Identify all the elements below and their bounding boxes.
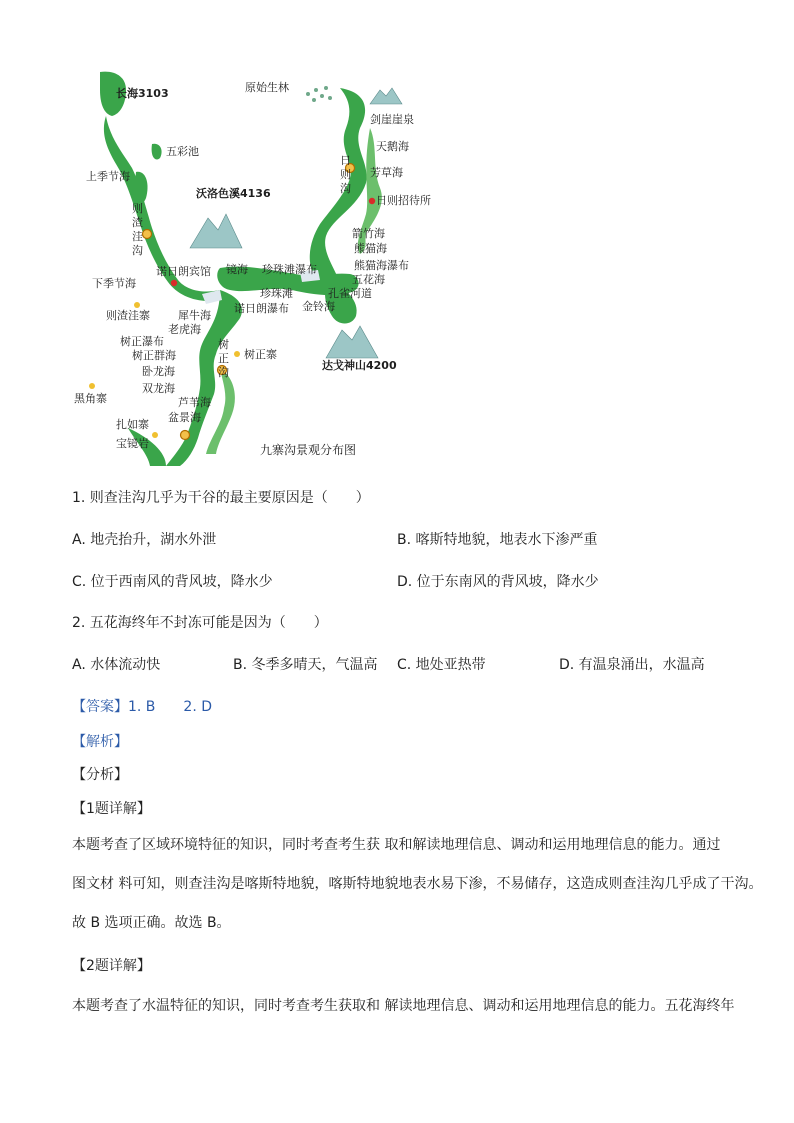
label-nuorilangbinguan: 诺日朗宾馆 xyxy=(156,265,211,278)
forest-dots xyxy=(306,86,332,102)
label-zhenzhutan: 珍珠滩 xyxy=(260,287,293,300)
fenxi-heading: 【分析】 xyxy=(72,767,128,783)
shangjijiehai-lake xyxy=(134,172,148,204)
label-zharuzhai: 扎如寨 xyxy=(116,418,149,431)
label-nuorilangpubu: 诺日朗瀑布 xyxy=(234,302,289,315)
q2-stem: 2. 五花海终年不封冻可能是因为（ ） xyxy=(72,615,328,631)
q2-option-d: D. 有温泉涌出，水温高 xyxy=(559,657,705,673)
label-tianehai: 天鹅海 xyxy=(376,140,409,153)
q2-option-c: C. 地处亚热带 xyxy=(397,657,486,673)
detail-1-line-3: 故 B 选项正确。故选 B。 xyxy=(72,915,231,931)
label-xiongmaohaipubu: 熊猫海瀑布 xyxy=(354,259,409,272)
q1-option-c: C. 位于西南风的背风坡，降水少 xyxy=(72,574,273,590)
label-wuhuahai: 五花海 xyxy=(352,273,385,286)
label-rizezhaodaisuo: 日则招待所 xyxy=(376,194,431,207)
label-xiongmaohai: 熊猫海 xyxy=(354,242,387,255)
q2-option-a: A. 水体流动快 xyxy=(72,657,161,673)
label-xiajijiehai: 下季节海 xyxy=(92,277,136,290)
label-jinghai: 镜海 xyxy=(226,263,248,276)
detail-2-line-1: 本题考查了水温特征的知识，同时考查考生获取和 解读地理信息、调动和运用地理信息的能力。五花海终年 xyxy=(72,998,735,1014)
map-caption: 九寨沟景观分布图 xyxy=(260,443,357,457)
label-shangjijiehai: 上季节海 xyxy=(86,170,130,183)
label-zezhawazhai: 则渣洼寨 xyxy=(106,309,150,322)
jianya-mountain xyxy=(370,88,402,104)
answer-tag: 【答案】 xyxy=(72,699,128,715)
label-jianzhuhai: 箭竹海 xyxy=(352,227,385,240)
label-wucaichi: 五彩池 xyxy=(166,145,199,158)
label-jianyaquan: 剑崖崖泉 xyxy=(370,113,414,126)
label-laohuhai: 老虎海 xyxy=(168,323,201,336)
label-wolonghai: 卧龙海 xyxy=(142,365,175,378)
label-changhai: 长海3103 xyxy=(116,87,169,100)
q2-option-b: B. 冬季多晴天，气温高 xyxy=(233,657,378,673)
label-jinlinghai: 金铃海 xyxy=(302,300,335,313)
q1-option-d: D. 位于东南风的背风坡，降水少 xyxy=(397,574,599,590)
detail-1-line-1: 本题考查了区域环境特征的知识，同时考查考生获 取和解读地理信息、调动和运用地理信息的能力。通过 xyxy=(72,837,721,853)
detail-2-heading: 【2题详解】 xyxy=(72,958,151,974)
q1-option-a: A. 地壳抬升，湖水外泄 xyxy=(72,532,217,548)
label-luweihai: 芦苇海 xyxy=(178,396,211,409)
label-baojingyan: 宝镜岩 xyxy=(116,437,149,450)
label-xiniuhai: 犀牛海 xyxy=(178,309,211,322)
label-penjinghai: 盆景海 xyxy=(168,411,201,424)
answer-line xyxy=(72,697,212,717)
label-shuzhengpubu: 树正瀑布 xyxy=(120,335,164,348)
label-shuanglonghai: 双龙海 xyxy=(142,382,175,395)
label-zezhawagou: 则渣洼沟 xyxy=(132,202,143,257)
detail-1-line-2: 图文材 料可知，则查洼沟是喀斯特地貌，喀斯特地貌地表水易下渗，不易储存，这造成则查洼沟几乎成了干沟。 xyxy=(72,876,763,892)
label-shuzhengqunhai: 树正群海 xyxy=(132,349,176,362)
label-woluosexi: 沃洛色溪4136 xyxy=(196,187,271,200)
label-zhenzhutanpubu: 珍珠滩瀑布 xyxy=(262,263,317,276)
label-heijiaozhai: 黑角寨 xyxy=(74,392,107,405)
label-shuzhenggou: 树正沟 xyxy=(218,338,229,379)
woluosexi-mountain xyxy=(190,214,242,248)
label-shuzhengzhai: 树正寨 xyxy=(244,348,277,361)
label-fangcaohai: 芳草海 xyxy=(370,166,403,179)
wucaichi-lake xyxy=(152,144,162,160)
q1-option-b: B. 喀斯特地貌，地表水下渗严重 xyxy=(397,532,598,548)
analysis-heading: 【解析】 xyxy=(72,734,128,750)
answer-1: 1. B xyxy=(128,699,156,715)
label-yuanshishenglin: 原始生林 xyxy=(245,81,289,94)
label-kongquehedao: 孔雀河道 xyxy=(328,287,372,300)
label-dageshenshan: 达戈神山4200 xyxy=(322,359,397,372)
label-rizegou: 日则沟 xyxy=(340,154,351,195)
detail-1-heading: 【1题详解】 xyxy=(72,801,151,817)
q1-stem: 1. 则查洼沟几乎为干谷的最主要原因是（ ） xyxy=(72,490,370,506)
scenic-map xyxy=(70,68,440,468)
answer-2: 2. D xyxy=(183,699,213,715)
dagoshenshan-mountain xyxy=(326,326,378,358)
